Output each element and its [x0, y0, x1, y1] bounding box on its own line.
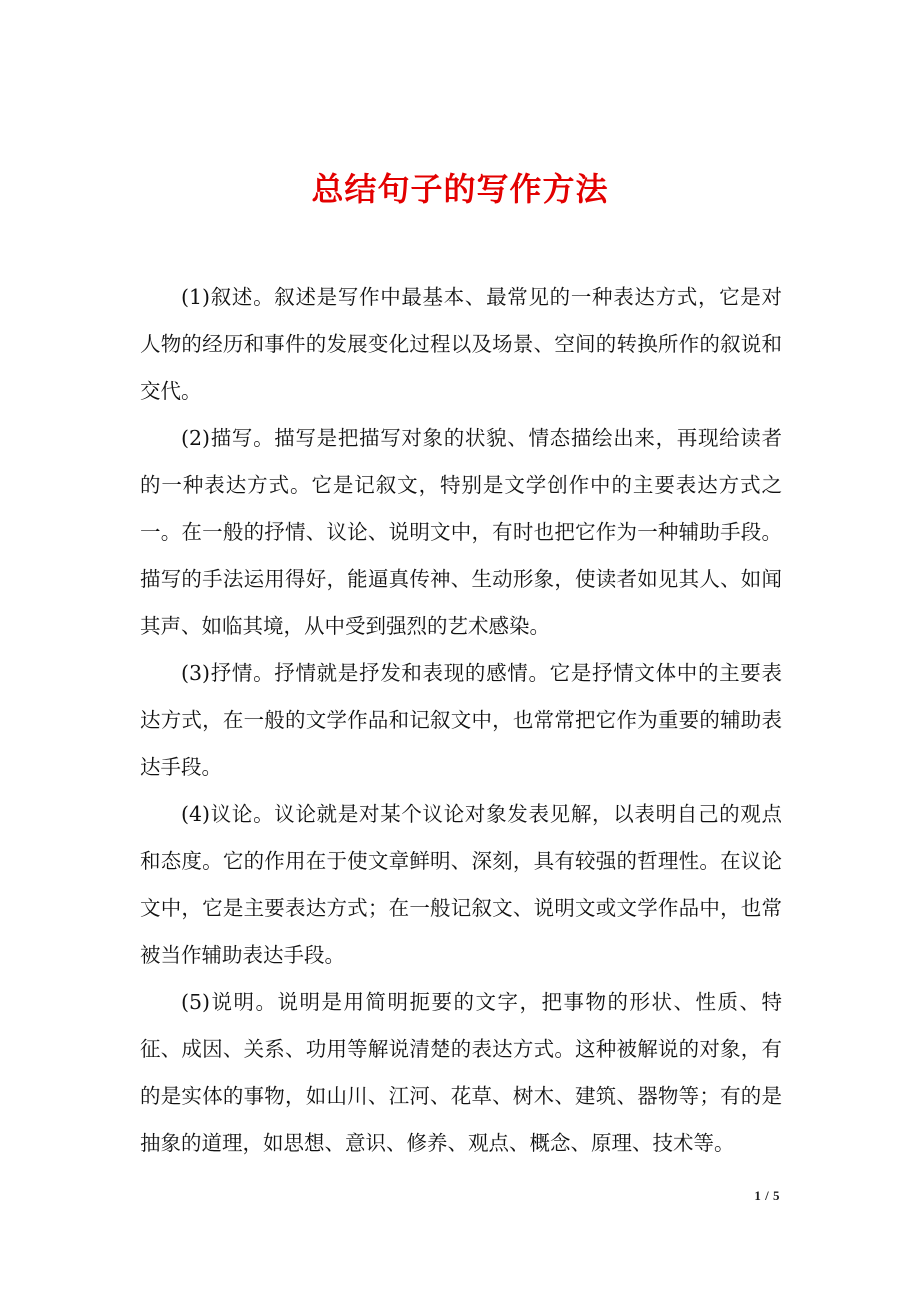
paragraph-argument: (4)议论。议论就是对某个议论对象发表见解，以表明自己的观点和态度。它的作用在于使文章鲜明、深刻，具有较强的哲理性。在议论文中，它是主要表达方式；在一般记叙文、说明文或文学作品中，也常被当作辅助表达手段。 — [140, 802, 782, 967]
paragraph-narration: (1)叙述。叙述是写作中最基本、最常见的一种表达方式，它是对人物的经历和事件的发展变化过程以及场景、空间的转换所作的叙说和交代。 — [140, 285, 782, 403]
page-number: 1 / 5 — [754, 1188, 780, 1203]
paragraph-exposition: (5)说明。说明是用简明扼要的文字，把事物的形状、性质、特征、成因、关系、功用等解说清楚的表达方式。这种被解说的对象，有的是实体的事物，如山川、江河、花草、树木、建筑、器物等；有的是抽象的道理，如思想、意识、修养、观点、概念、原理、技术等。 — [140, 990, 782, 1155]
paragraph-description: (2)描写。描写是把描写对象的状貌、情态描绘出来，再现给读者的一种表达方式。它是记叙文，特别是文学创作中的主要表达方式之一。在一般的抒情、议论、说明文中，有时也把它作为一种辅助手段。描写的手法运用得好，能逼真传神、生动形象，使读者如见其人、如闻其声、如临其境，从中受到强烈的艺术感染。 — [140, 426, 782, 638]
document-body — [140, 274, 782, 1167]
paragraph-lyric: (3)抒情。抒情就是抒发和表现的感情。它是抒情文体中的主要表达方式，在一般的文学作品和记叙文中，也常常把它作为重要的辅助表达手段。 — [140, 661, 782, 779]
document-title: 总结句子的写作方法 — [311, 170, 609, 209]
